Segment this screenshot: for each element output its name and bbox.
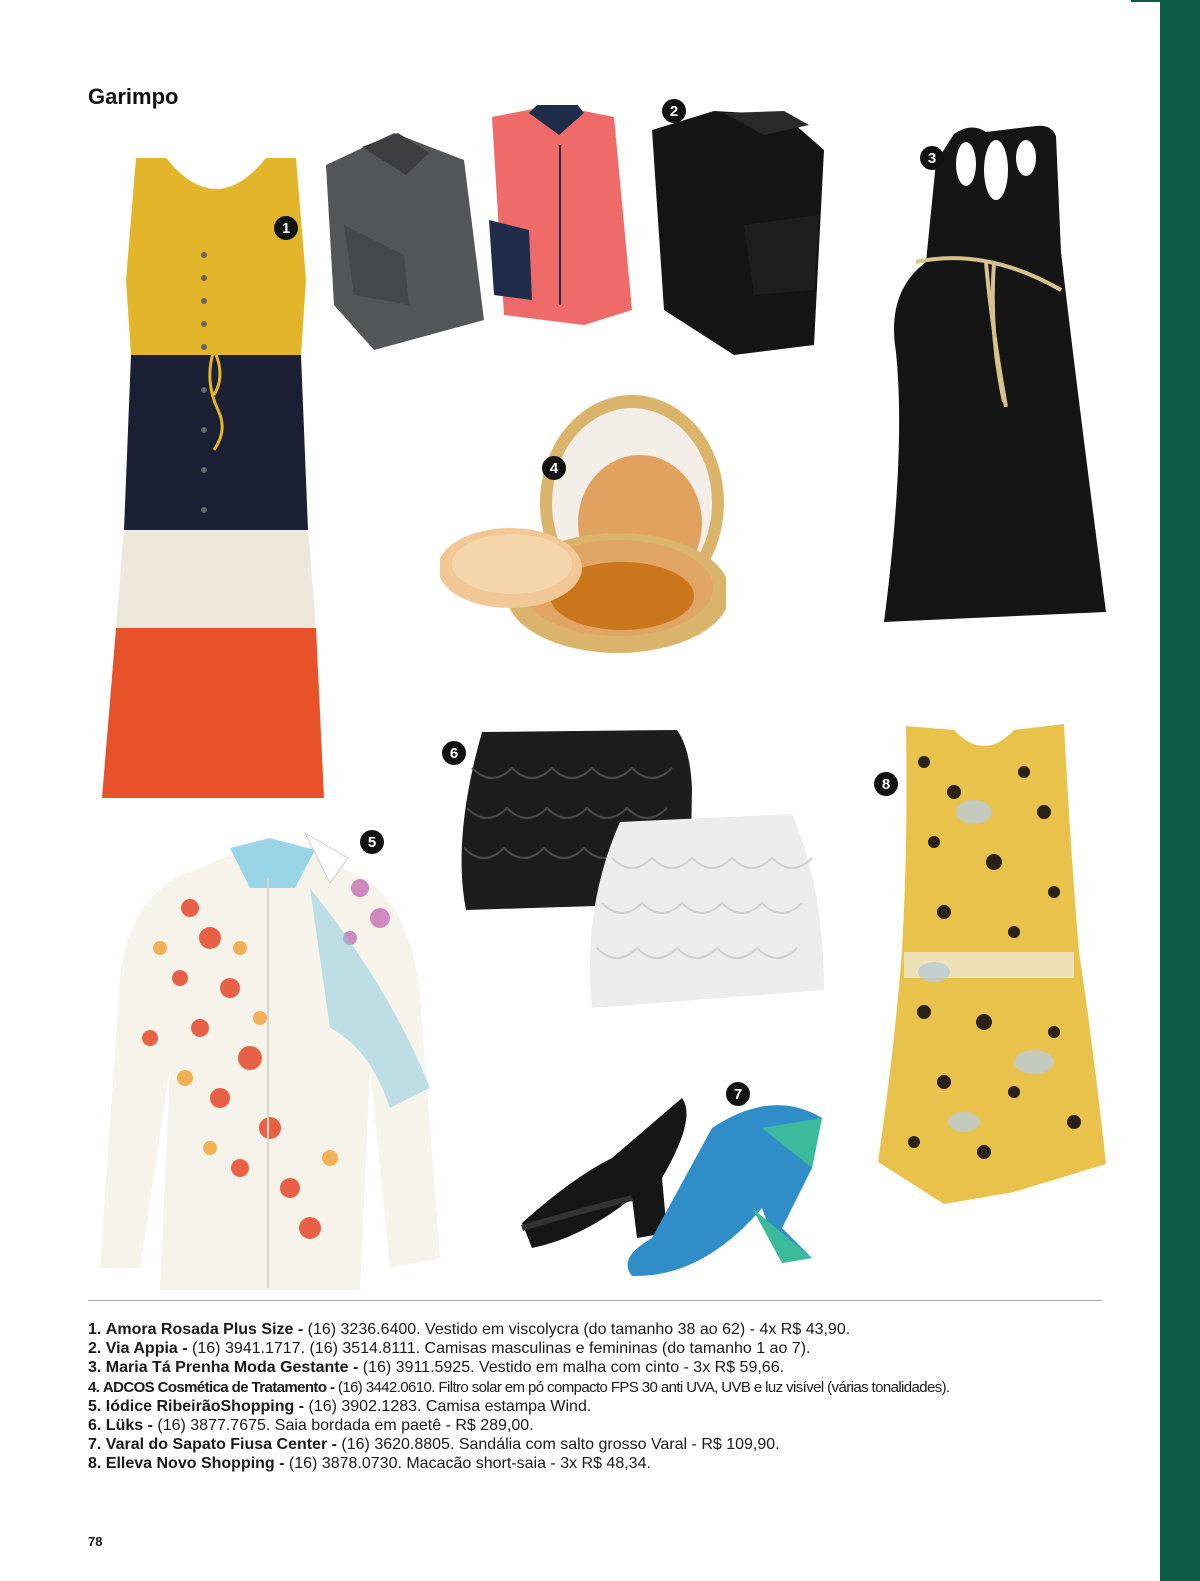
page-number: 78 (88, 1534, 103, 1549)
product-3-maternity-dress (876, 122, 1112, 634)
corner-mark (1131, 0, 1160, 8)
badge-3: 3 (920, 146, 944, 170)
badge-1: 1 (274, 216, 298, 240)
credit-item-7: 7. Varal do Sapato Fiusa Center - (16) 3620.8805. Sandália com salto grosso Varal - R$ 109,90. (88, 1436, 780, 1454)
badge-7: 7 (726, 1082, 750, 1106)
product-1-striped-dress (96, 150, 336, 806)
accent-stripe (1160, 0, 1200, 1581)
credit-item-3: 3. Maria Tá Prenha Moda Gestante - (16) 3911.5925. Vestido em malha com cinto - 3x R$ 59,66. (88, 1359, 785, 1377)
product-5-floral-blouse (90, 828, 446, 1296)
section-title: Garimpo (88, 84, 179, 109)
badge-6: 6 (442, 741, 466, 765)
credit-item-6: 6. Lüks - (16) 3877.7675. Saia bordada em paetê - R$ 289,00. (88, 1417, 534, 1435)
product-4-compact-powder (440, 388, 726, 676)
product-7-sandals (512, 1088, 832, 1288)
credit-item-2: 2. Via Appia - (16) 3941.1717. (16) 3514.8111. Camisas masculinas e femininas (do tamanho 1 ao 7). (88, 1340, 811, 1358)
divider-rule (88, 1300, 1102, 1301)
credits-list (88, 1320, 1118, 1474)
badge-8: 8 (874, 772, 898, 796)
badge-4: 4 (542, 456, 566, 480)
badge-5: 5 (360, 830, 384, 854)
credit-item-1: 1. Amora Rosada Plus Size - (16) 3236.6400. Vestido em viscolycra (do tamanho 38 ao 62) - 4x R$ 43,90. (88, 1321, 851, 1338)
product-8-leopard-romper (874, 722, 1108, 1204)
product-2-folded-shirts (314, 105, 832, 355)
badge-2: 2 (662, 99, 686, 123)
credit-item-5: 5. Iódice RibeirãoShopping - (16) 3902.1283. Camisa estampa Wind. (88, 1397, 592, 1415)
product-6-sequin-skirts (452, 728, 844, 1018)
credit-item-4: 4. ADCOS Cosmética de Tratamento - (16) 3442.0610. Filtro solar em pó compacto FPS 30 anti UVA, UVB e luz visível (várias tonalidades). (88, 1378, 950, 1396)
credit-item-8: 8. Elleva Novo Shopping - (16) 3878.0730. Macacão short-saia - 3x R$ 48,34. (88, 1455, 651, 1473)
